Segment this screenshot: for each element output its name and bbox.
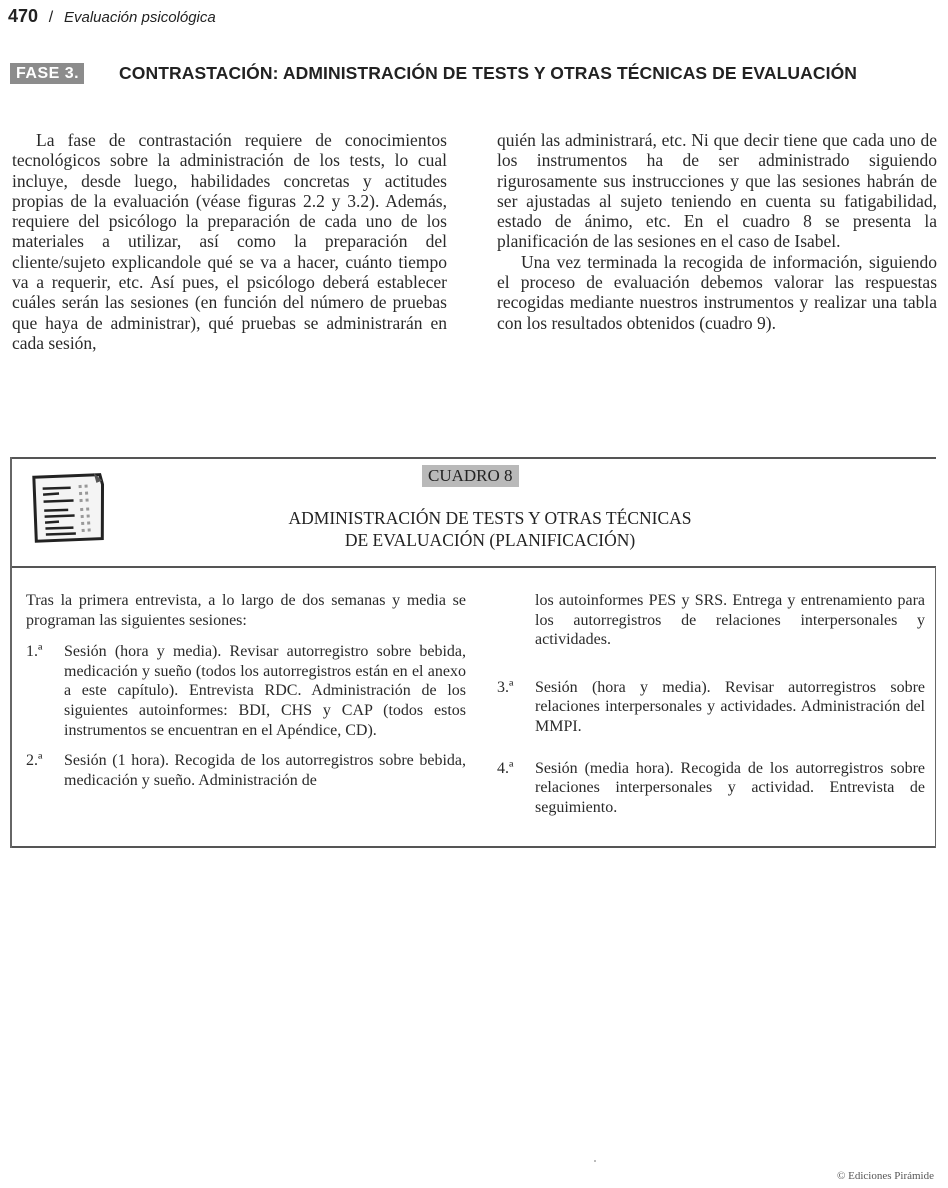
session-item [497, 678, 925, 737]
session-item-continuation [497, 591, 925, 650]
session-number: 1.ª [26, 643, 43, 661]
session-text: Sesión (hora y media). Revisar autorregistros sobre relaciones interpersonales y actividades. Administración del MMPI. [535, 678, 925, 735]
section-title: CONTRASTACIÓN: ADMINISTRACIÓN DE TESTS Y OTRAS TÉCNICAS DE EVALUACIÓN [119, 63, 858, 83]
scan-speck [594, 1160, 596, 1162]
session-number: 4.ª [497, 759, 514, 777]
box-border-right [935, 567, 937, 848]
box-border-left [10, 457, 12, 848]
session-item [26, 642, 466, 740]
cuadro-8-box [10, 457, 936, 847]
cuadro-title-line-2: DE EVALUACIÓN (PLANIFICACIÓN) [344, 530, 636, 550]
box-border-top [10, 457, 936, 459]
session-item [497, 759, 925, 818]
session-number: 3.ª [497, 678, 514, 696]
session-text: los autoinformes PES y SRS. Entrega y entrenamiento para los autorregistros de relaciones interpersonales y actividades. [535, 592, 925, 649]
page-number: 470 [8, 6, 39, 26]
box-right-column [497, 591, 925, 828]
running-head [8, 6, 216, 27]
session-text: Sesión (hora y media). Revisar autorregistro sobre bebida, medicación y sueño (todos los autorregistros están en el anexo a este capítulo). Entrevista RDC. Administración de los siguientes autoinformes: BDI, CHS y CAP (todos estos instrumentos se encuentran en el Apéndice, CD). [64, 643, 466, 739]
paragraph: La fase de contrastación requiere de conocimientos tecnológicos sobre la administración de los tests, lo cual incluye, desde luego, habilidades concretas y actitudes propias de la evaluación (véase figuras 2.2 y 3.2). Además, requiere del psicólogo la preparación de cada uno de los materiales a utilizar, así como la preparación del cliente/sujeto explicandole qué se va a hacer, cuánto tiempo va a requerir, etc. Así pues, el psicólogo deberá establecer cuáles serán las sesiones (en función del número de pruebas que haya de administrar), qué pruebas se administrarán en cada sesión, [12, 130, 447, 353]
document-list-icon [24, 469, 110, 545]
session-item [26, 751, 466, 790]
box-border-bottom [10, 846, 936, 848]
paragraph: quién las administrará, etc. Ni que decir tiene que cada uno de los instrumentos ha de ser administrado siguiendo rigurosamente sus instrucciones y que las sesiones habrán de ser ajustadas al sujeto teniendo en cuenta su fatigabilidad, estado de ánimo, etc. En el cuadro 8 se presenta la planificación de las sesiones en el caso de Isabel. [497, 130, 937, 252]
session-number: 2.ª [26, 752, 43, 770]
copyright-footer: © Ediciones Pirámide [837, 1170, 934, 1182]
session-text: Sesión (media hora). Recogida de los autorregistros sobre relaciones interpersonales y actividad. Entrevista de seguimiento. [535, 759, 925, 816]
cuadro-title-line-1: ADMINISTRACIÓN DE TESTS Y OTRAS TÉCNICAS [288, 508, 692, 528]
running-head-separator: / [48, 9, 54, 26]
box-divider [10, 566, 936, 568]
session-text: Sesión (1 hora). Recogida de los autorregistros sobre bebida, medicación y sueño. Administración de [64, 752, 466, 789]
body-right-column [497, 130, 937, 333]
cuadro-title [190, 507, 790, 551]
box-left-column [26, 591, 466, 801]
book-title: Evaluación psicológica [63, 9, 216, 26]
body-left-column [12, 130, 447, 353]
phase-badge: FASE 3. [10, 63, 84, 84]
cuadro-label: CUADRO 8 [422, 465, 519, 487]
paragraph: Una vez terminada la recogida de información, siguiendo el proceso de evaluación debemos valorar las respuestas recogidas mediante nuestros instrumentos y realizar una tabla con los resultados obtenidos (cuadro 9). [497, 251, 937, 333]
box-intro: Tras la primera entrevista, a lo largo de dos semanas y media se programan las siguientes sesiones: [26, 592, 466, 629]
